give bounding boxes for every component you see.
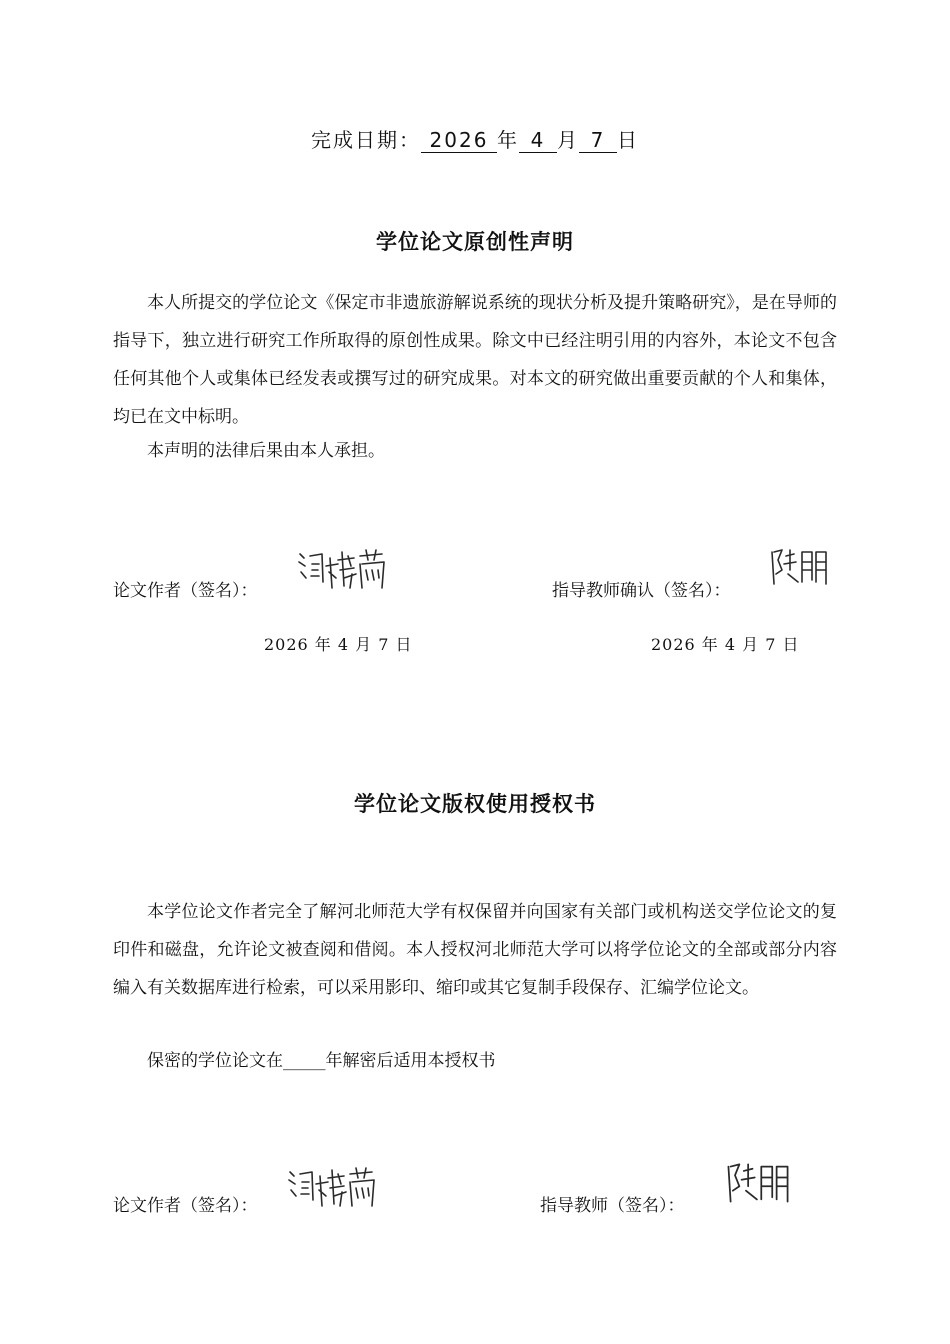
authorization-author-signature: [286, 1166, 382, 1212]
originality-advisor-signature: [768, 546, 830, 588]
authorization-author-label: 论文作者（签名）：: [113, 1196, 258, 1216]
originality-author-label: 论文作者（签名）：: [113, 581, 258, 601]
originality-author-date: 2026 年 4 月 7 日: [264, 635, 413, 654]
authorization-advisor-signature: [720, 1160, 796, 1206]
originality-paragraph-1: 本人所提交的学位论文《保定市非遗旅游解说系统的现状分析及提升策略研究》，是在导师的指导下，独立进行研究工作所取得的原创性成果。除文中已经注明引用的内容外，本论文不包含任何其他个人或集体已经发表或撰写过的研究成果。对本文的研究做出重要贡献的个人和集体，均已在文中标明。: [113, 293, 837, 427]
completion-month: 4: [519, 128, 557, 153]
authorization-title: 学位论文版权使用授权书: [354, 792, 596, 816]
completion-date: [0, 124, 950, 153]
authorization-advisor-label: 指导教师（签名）：: [540, 1196, 685, 1216]
originality-title: 学位论文原创性声明: [376, 230, 574, 254]
authorization-paragraph-1: 本学位论文作者完全了解河北师范大学有权保留并向国家有关部门或机构送交学位论文的复印件和磁盘，允许论文被查阅和借阅。本人授权河北师范大学可以将学位论文的全部或部分内容编入有关数据库进行检索，可以采用影印、缩印或其它复制手段保存、汇编学位论文。: [113, 902, 837, 998]
originality-paragraph-2: 本声明的法律后果由本人承担。: [147, 441, 385, 461]
originality-advisor-label: 指导教师确认（签名）：: [552, 581, 731, 601]
completion-year: 2026: [421, 128, 497, 153]
originality-author-signature: [296, 548, 392, 594]
authorization-paragraph-2: 保密的学位论文在_____年解密后适用本授权书: [147, 1051, 496, 1071]
completion-year-unit: 年: [497, 128, 519, 152]
originality-advisor-date: 2026 年 4 月 7 日: [651, 635, 800, 654]
completion-day-unit: 日: [617, 128, 639, 152]
completion-date-label: 完成日期：: [311, 128, 421, 152]
completion-month-unit: 月: [557, 128, 579, 152]
completion-day: 7: [579, 128, 617, 153]
